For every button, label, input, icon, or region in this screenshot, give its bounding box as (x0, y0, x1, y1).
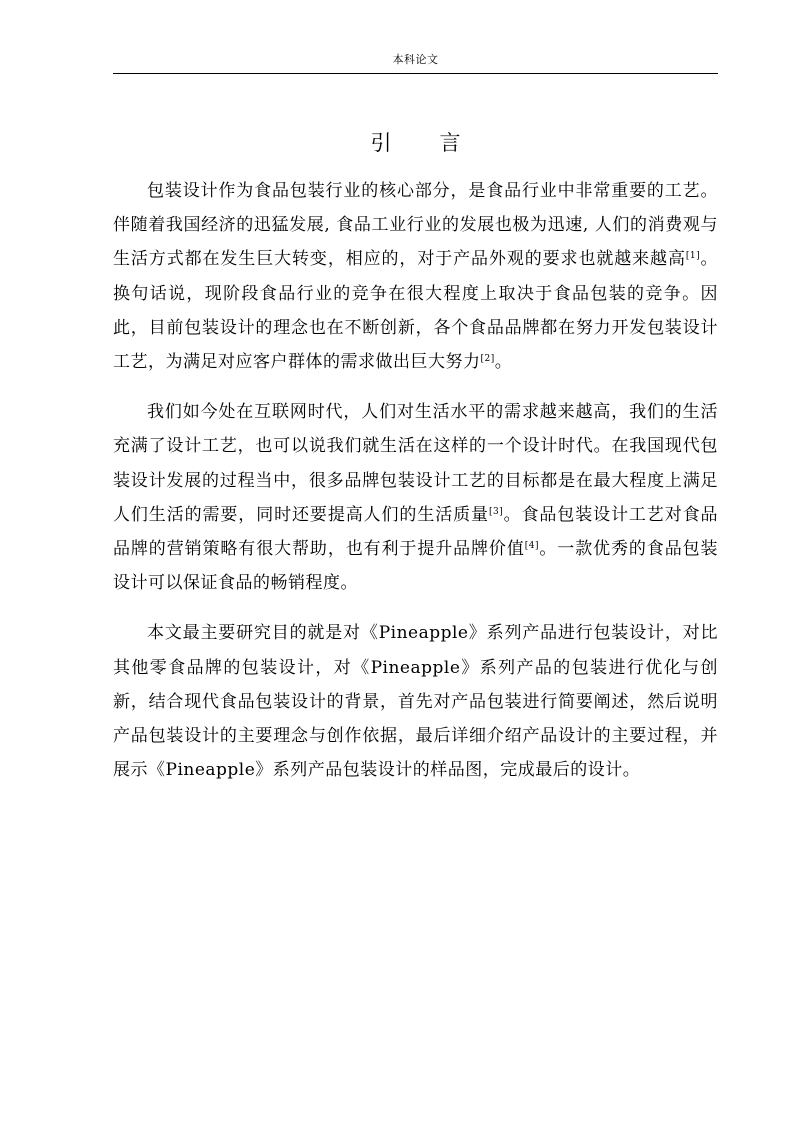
paragraph-2 (113, 395, 718, 600)
paragraph-3: 本文最主要研究目的就是对《Pineapple》系列产品进行包装设计，对比其他零食品牌的包装设计，对《Pineapple》系列产品的包装进行优化与创新，结合现代食品包装设计的背景，首先对产品包装进行简要阐述，然后说明产品包装设计的主要理念与创作依据，最后详细介绍产品设计的主要过程，并展示《Pineapple》系列产品包装设计的样品图，完成最后的设计。 (113, 623, 718, 781)
citation-2: [2] (480, 354, 495, 365)
section-title-char-2: 言 (439, 131, 461, 155)
paragraph-2-text-c: 。一款优秀的食品包装设计可以保证食品的畅销程度。 (113, 539, 718, 594)
paragraph-2-text-b: 。食品包装设计工艺对食品品牌的营销策略有很大帮助，也有利于提升品牌价值 (113, 504, 719, 560)
section-title (113, 128, 718, 158)
paragraph-1-text-b: 。换句话说，现阶段食品行业的竞争在很大程度上取决于食品包装的竞争。因此，目前包装设计的理念也在不断创新，各个食品品牌都在努力开发包装设计工艺，为满足对应客户群体的需求做出巨大努力 (113, 249, 719, 373)
paragraph-1-text-a: 包装设计作为食品包装行业的核心部分，是食品行业中非常重要的工艺。伴随着我国经济的迅猛发展, 食品工业行业的发展也极为迅速, 人们的消费观与生活方式都在发生巨大转变，相应的，对于产品外观的要求也就越来越高 (113, 181, 718, 270)
section-title-char-1: 引 (370, 131, 392, 155)
paragraph-1 (113, 174, 718, 379)
paragraph-2-text-a: 我们如今处在互联网时代，人们对生活水平的需求越来越高，我们的生活充满了设计工艺，也可以说我们就生活在这样的一个设计时代。在我国现代包装设计发展的过程当中，很多品牌包装设计工艺的目标都是在最大程度上满足人们生活的需要，同时还要提高人们的生活质量 (113, 402, 718, 525)
paragraph-1-text-c: 。 (494, 352, 513, 373)
running-header: 本科论文 (392, 53, 439, 66)
citation-1: [1] (685, 251, 701, 262)
header-rule (113, 73, 718, 74)
citation-3: [3] (488, 506, 504, 517)
body-text (113, 174, 718, 787)
citation-4: [4] (524, 541, 539, 552)
